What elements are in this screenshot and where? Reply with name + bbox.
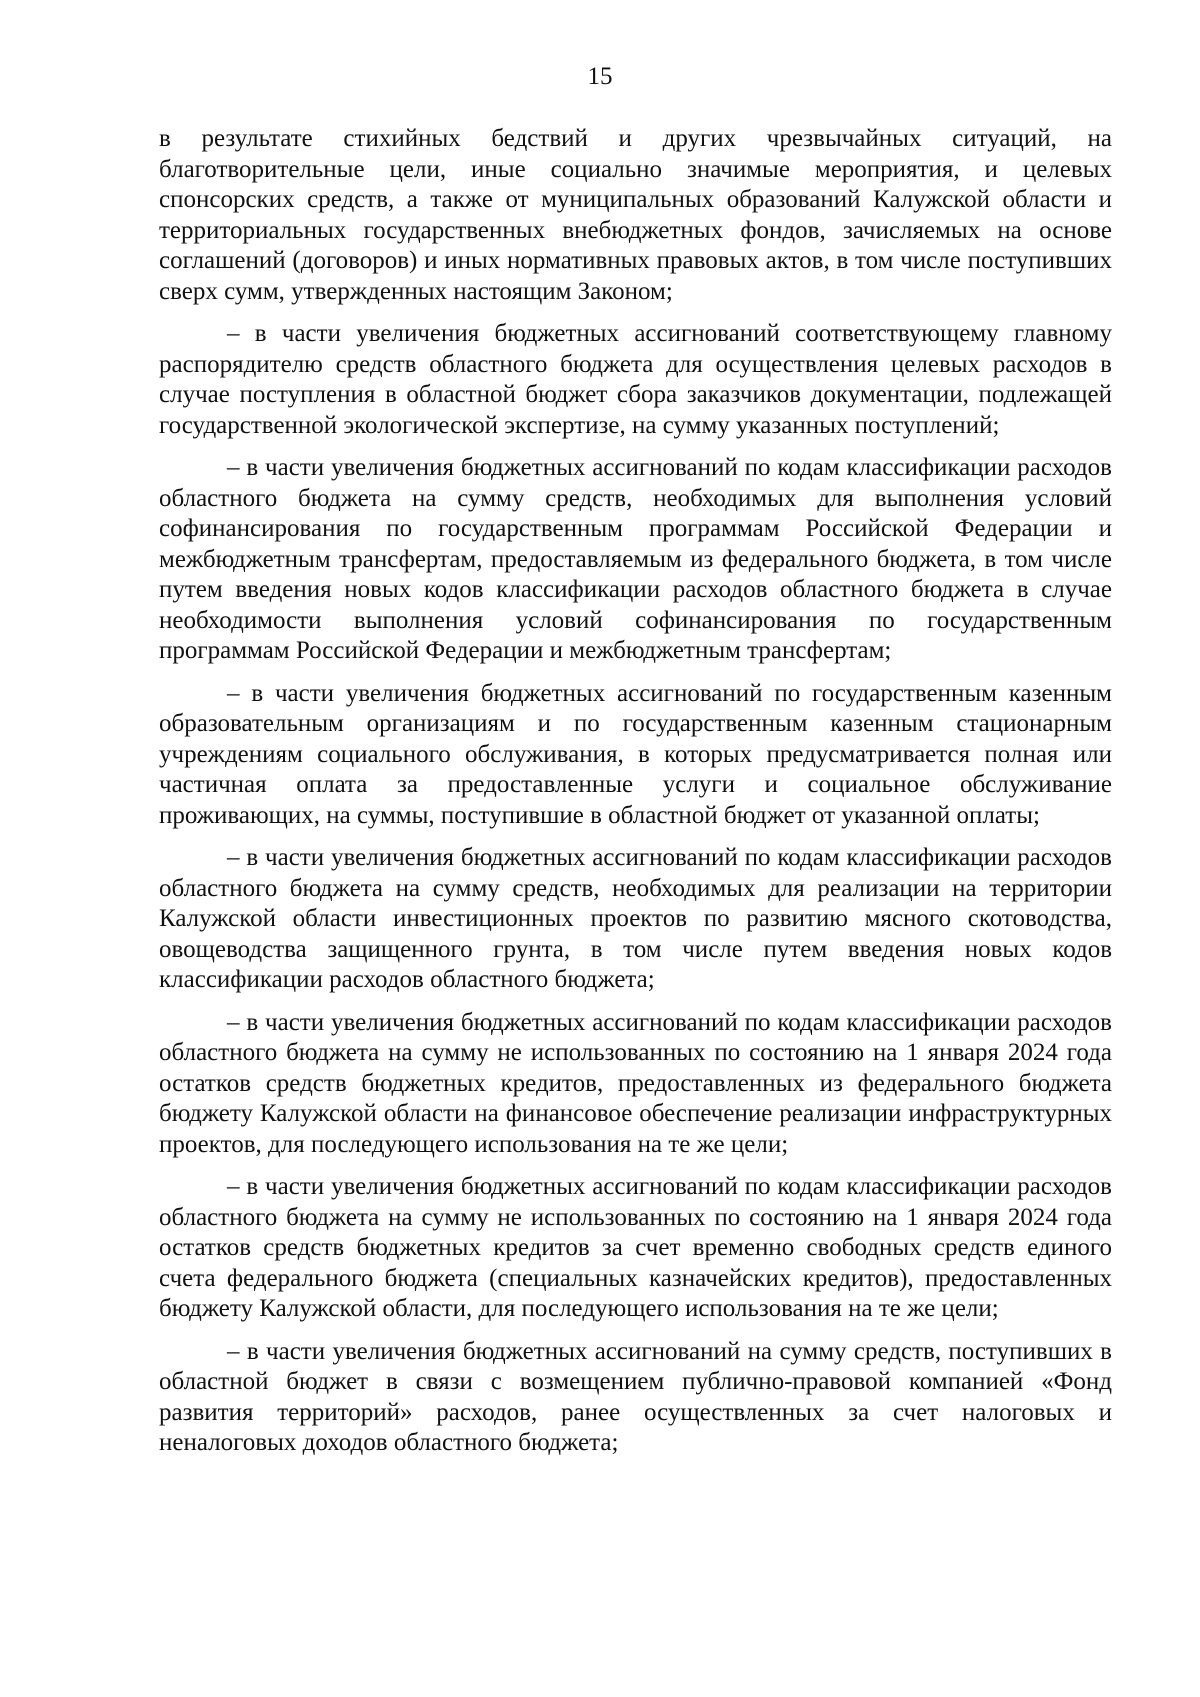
page-number: 15 [587,63,613,90]
paragraph-investment-projects: – в части увеличения бюджетных ассигнований по кодам классификации расходов областного бюджета на сумму средств, необходимых для реализации на территории Калужской области инвестиционных проектов по развитию мясного скотоводства, овощеводства защищенного грунта, в том числе путем введения новых кодов классификации расходов областного бюджета; [159,844,1112,993]
paragraph-infrastructure-credits: – в части увеличения бюджетных ассигнований по кодам классификации расходов областного бюджета на сумму не использованных по состоянию на 1 января 2024 года остатков средств бюджетных кредитов, предоставленных из федерального бюджета бюджету Калужской области на финансовое обеспечение реализации инфраструктурных проектов, для последующего использования на те же цели; [159,1008,1112,1158]
paragraph-kazennye-organizations: – в части увеличения бюджетных ассигнований по государственным казенным образовательным организациям и по государственным казенным стационарным учреждениям социального обслуживания, в которых предусматривается полная или частичная оплата за предоставленные услуги и социальное обслуживание проживающих, на суммы, поступившие в областной бюджет от указанной оплаты; [159,679,1112,829]
paragraph-ecological-expertise: – в части увеличения бюджетных ассигнований соответствующему главному распорядителю средств областного бюджета для осуществления целевых расходов в случае поступления в областной бюджет сбора заказчиков документации, подлежащей государственной экологической экспертизе, на сумму указанных поступлений; [159,320,1112,439]
paragraph-territory-fund: – в части увеличения бюджетных ассигнований на сумму средств, поступивших в областной бюджет в связи с возмещением публично-правовой компанией «Фонд развития территорий» расходов, ранее осуществленных за счет налоговых и неналоговых доходов областного бюджета; [159,1337,1112,1456]
paragraph-cofinancing: – в части увеличения бюджетных ассигнований по кодам классификации расходов областного бюджета на сумму средств, необходимых для выполнения условий софинансирования по государственным программам Российской Федерации и межбюджетным трансфертам, предоставляемым из федерального бюджета, в том числе путем введения новых кодов классификации расходов областного бюджета в случае необходимости выполнения условий софинансирования по государственным программам Российской Федерации и межбюджетным трансфертам; [159,454,1112,664]
paragraph-continued: в результате стихийных бедствий и других чрезвычайных ситуаций, на благотворительные цели, иные социально значимые мероприятия, и целевых спонсорских средств, а также от муниципальных образований Калужской области и территориальных государственных внебюджетных фондов, зачисляемых на основе соглашений (договоров) и иных нормативных правовых актов, в том числе поступивших сверх сумм, утвержденных настоящим Законом; [159,125,1112,305]
document-body [159,124,1112,1471]
paragraph-treasury-credits: – в части увеличения бюджетных ассигнований по кодам классификации расходов областного бюджета на сумму не использованных по состоянию на 1 января 2024 года остатков средств бюджетных кредитов за счет временно свободных средств единого счета федерального бюджета (специальных казначейских кредитов), предоставленных бюджету Калужской области, для последующего использования на те же цели; [159,1173,1112,1322]
